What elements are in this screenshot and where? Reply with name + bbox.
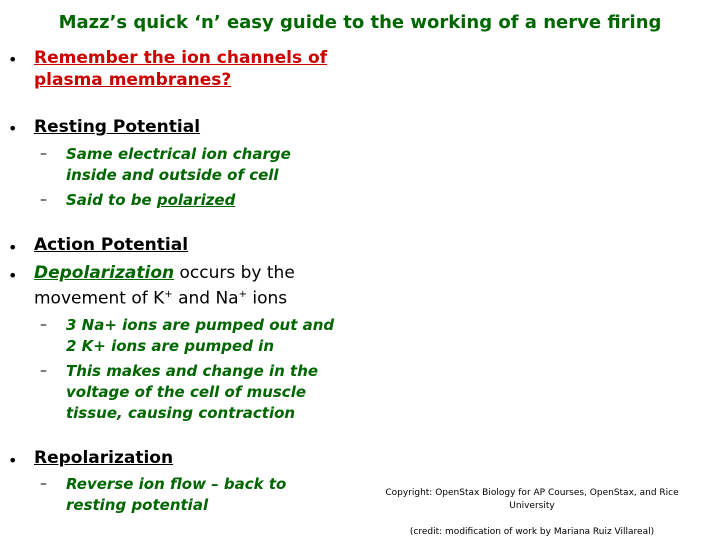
sub-text: 3 Na+ ions are pumped out and — [66, 316, 335, 334]
polarized-term: polarized — [156, 191, 236, 209]
sub-text: inside and outside of cell — [66, 166, 279, 184]
bullet-remember-ion-channels[interactable] — [34, 47, 327, 91]
bullet-text: ions — [247, 288, 288, 309]
bullet-text: movement of K — [34, 288, 165, 309]
sub-text: resting potential — [66, 496, 209, 514]
copyright-line: Copyright: OpenStax Biology for AP Courses, OpenStax, and Rice — [385, 488, 679, 498]
sub-text: 2 K+ ions are pumped in — [66, 337, 275, 355]
bullet-text: plasma membranes? — [34, 70, 232, 90]
resting-sub-2 — [66, 190, 235, 211]
bullet-action-potential — [34, 234, 188, 256]
bullet-text: and Na — [172, 288, 239, 309]
sub-text: Reverse ion flow – back to — [66, 475, 287, 493]
heading-resting-potential: Resting Potential — [34, 117, 201, 137]
bullet-text: occurs by the — [174, 263, 295, 283]
superscript: + — [238, 289, 247, 300]
dash-marker: – — [40, 146, 47, 162]
dash-marker: – — [40, 363, 47, 379]
copyright-line: University — [509, 501, 555, 511]
depolarization-term: Depolarization — [34, 263, 175, 283]
sub-text: Same electrical ion charge — [66, 145, 291, 163]
copyright-credit — [362, 487, 702, 513]
sub-text: This makes and change in the — [66, 362, 319, 380]
bullet-marker: • — [8, 451, 18, 470]
sub-text: tissue, causing contraction — [66, 404, 296, 422]
repol-sub-1 — [66, 474, 286, 516]
bullet-resting-potential — [34, 116, 200, 138]
superscript: + — [164, 289, 173, 300]
resting-sub-1 — [66, 144, 291, 186]
heading-repolarization: Repolarization — [34, 448, 174, 468]
sub-text: Said to be — [66, 191, 157, 209]
dash-marker: – — [40, 476, 47, 492]
bullet-text: Remember the ion channels of — [34, 48, 328, 68]
bullet-marker: • — [8, 119, 18, 138]
bullet-marker: • — [8, 50, 18, 69]
depol-sub-2 — [66, 361, 318, 424]
bullet-depolarization — [34, 262, 295, 310]
bullet-repolarization — [34, 447, 173, 469]
image-credit: (credit: modification of work by Mariana Ruiz Villareal) — [409, 527, 655, 537]
depol-sub-1 — [66, 315, 334, 357]
bullet-marker: • — [8, 238, 18, 257]
heading-action-potential: Action Potential — [34, 235, 189, 255]
bullet-marker: • — [8, 266, 18, 285]
dash-marker: – — [40, 192, 47, 208]
dash-marker: – — [40, 317, 47, 333]
sub-text: voltage of the cell of muscle — [66, 383, 307, 401]
page-title: Mazz’s quick ‘n’ easy guide to the working of a nerve firing — [58, 12, 662, 33]
